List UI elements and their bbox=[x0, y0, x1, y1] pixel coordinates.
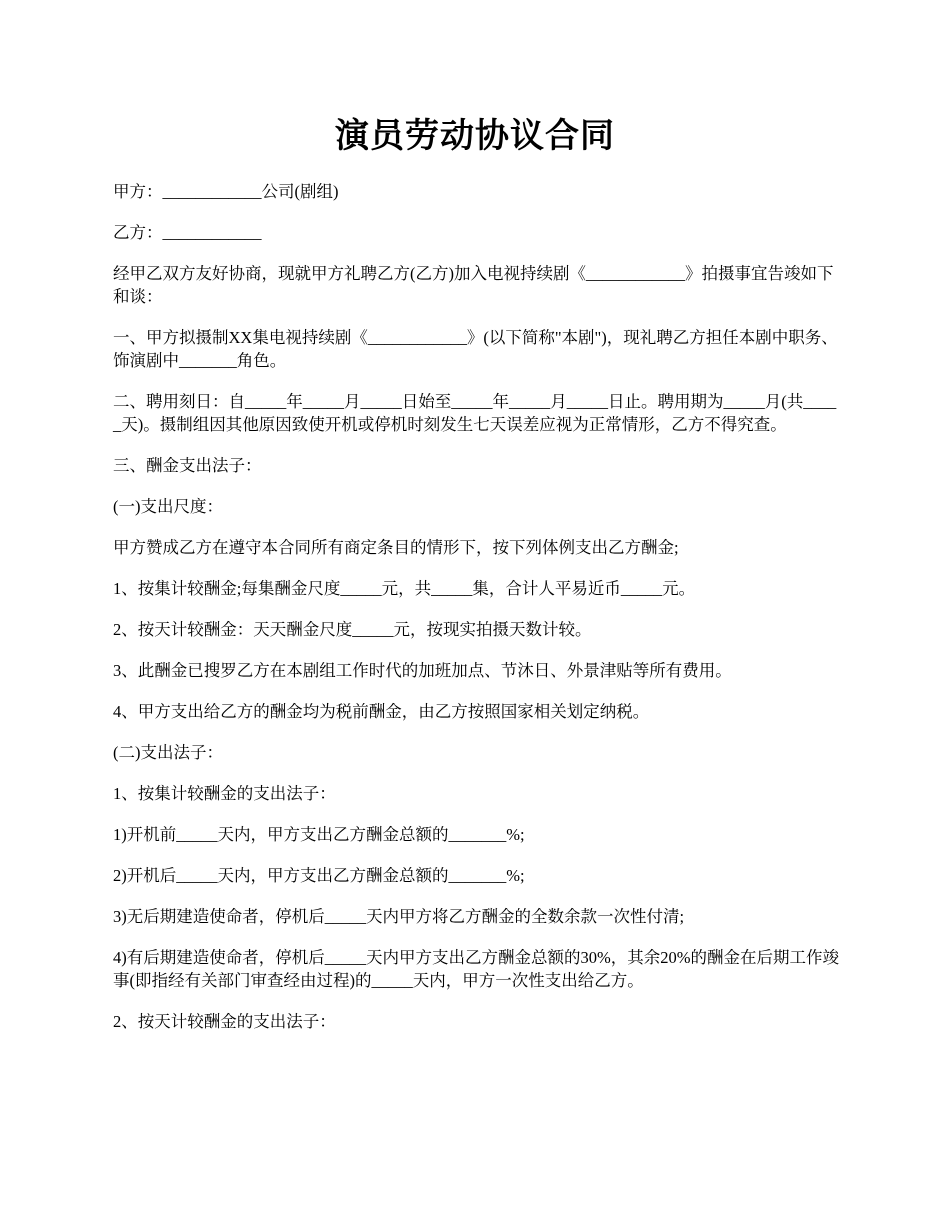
document-title: 演员劳动协议合同 bbox=[335, 118, 615, 155]
standard-item-1: 1、按集计较酬金;每集酬金尺度_____元，共_____集，合计人平易近币_____元。 bbox=[113, 579, 696, 598]
method-1-item-4: 4)有后期建造使命者，停机后_____天内甲方支出乙方酬金总额的30%，其余20%的酬金在后期工作竣事(即指经有关部门审查经由过程)的_____天内，甲方一次性支出给乙方。 bbox=[113, 948, 839, 990]
clause-3-heading: 三、酬金支出法子： bbox=[113, 456, 262, 475]
standard-item-4: 4、甲方支出给乙方的酬金均为税前酬金，由乙方按照国家相关划定纳税。 bbox=[113, 702, 650, 721]
payment-standard-intro: 甲方赞成乙方在遵守本合同所有商定条目的情形下，按下列体例支出乙方酬金; bbox=[113, 538, 679, 557]
party-b-line: 乙方：____________ bbox=[113, 223, 262, 242]
subsection-1-heading: (一)支出尺度： bbox=[113, 497, 223, 516]
method-1-item-2: 2)开机后_____天内，甲方支出乙方酬金总额的_______%; bbox=[113, 866, 525, 885]
method-1-heading: 1、按集计较酬金的支出法子： bbox=[113, 784, 336, 803]
standard-item-2: 2、按天计较酬金：天天酬金尺度_____元，按现实拍摄天数计较。 bbox=[113, 620, 592, 639]
subsection-2-heading: (二)支出法子： bbox=[113, 743, 223, 762]
method-1-item-1: 1)开机前_____天内，甲方支出乙方酬金总额的_______%; bbox=[113, 825, 525, 844]
document-body bbox=[113, 180, 840, 1051]
method-2-heading: 2、按天计较酬金的支出法子： bbox=[113, 1012, 336, 1031]
clause-2-paragraph: 二、聘用刻日：自_____年_____月_____日始至_____年_____月_____日止。聘用期为_____月(共_____天)。摄制组因其他原因致使开机或停机时刻发生七天误差应视为正常情形，乙方不得究查。 bbox=[113, 392, 837, 434]
party-a-line: 甲方：____________公司(剧组) bbox=[113, 182, 339, 201]
preamble-paragraph: 经甲乙双方友好协商，现就甲方礼聘乙方(乙方)加入电视持续剧《____________》拍摄事宜告竣如下和谈： bbox=[113, 264, 834, 306]
clause-1-paragraph: 一、甲方拟摄制XX集电视持续剧《____________》(以下简称"本剧")，现礼聘乙方担任本剧中职务、饰演剧中_______角色。 bbox=[113, 328, 838, 370]
method-1-item-3: 3)无后期建造使命者，停机后_____天内甲方将乙方酬金的全数余款一次性付清; bbox=[113, 907, 685, 926]
standard-item-3: 3、此酬金已搜罗乙方在本剧组工作时代的加班加点、节沐日、外景津贴等所有费用。 bbox=[113, 661, 732, 680]
